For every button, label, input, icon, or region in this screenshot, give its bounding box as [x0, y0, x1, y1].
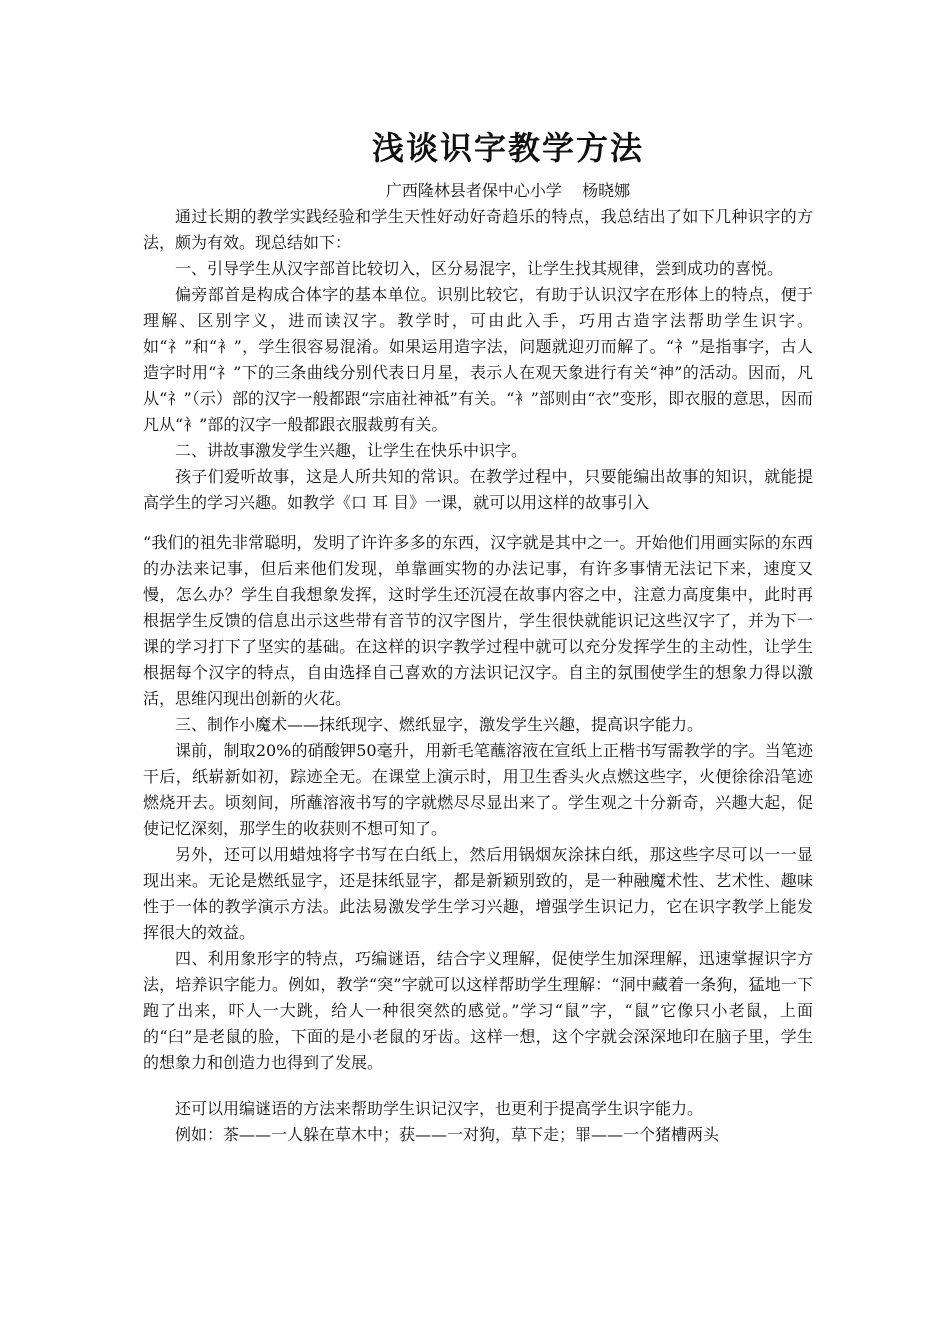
section-2-body-b: “我们的祖先非常聪明，发明了许许多多的东西，汉字就是其中之一。开始他们用画实际的东西的办法来记事，但后来他们发现，单靠画实物的办法记事，有许多事情无法记下来，速度又慢，怎么办？学生自我想象发挥，这时学生还沉浸在故事内容之中，注意力高度集中，此时再根据学生反馈的信息出示这些带有音节的汉字图片，学生很快就能识记这些汉字了，并为下一课的学习打下了坚实的基础。在这样的识字教学过程中就可以充分发挥学生的主动性，让学生根据每个汉字的特点，自由选择自己喜欢的方法识记汉字。自主的氛围使学生的想象力得以激活，思维闪现出创新的火花。: [143, 533, 813, 708]
author-line: 广西隆林县者保中心小学 杨晓娜: [385, 181, 631, 200]
document-page: [143, 120, 813, 1148]
riddle-intro: 还可以用编谜语的方法来帮助学生识记汉字，也更利于提高学生识字能力。: [175, 1099, 704, 1118]
section-2-heading: 二、讲故事激发学生兴趣，让学生在快乐中识字。: [175, 441, 528, 460]
riddle-examples: 例如：茶——一人躲在草木中；获——一对狗，草下走；罪——一个猪槽两头: [175, 1125, 720, 1144]
section-1-body: 偏旁部首是构成合体字的基本单位。识别比较它，有助于认识汉字在形体上的特点，便于理解、区别字义，进而读汉字。教学时，可由此入手，巧用古造字法帮助学生识字。如“礻”和“衤”，学生很容易混淆。如果运用造字法，问题就迎刃而解了。“礻”是指事字，古人造字时用“礻”下的三条曲线分别代表日月星，表示人在观天象进行有关“神”的活动。因而，凡从“礻”（示）部的汉字一般都跟“宗庙社神祗”有关。“衤”部则由“衣”变形，即衣服的意思，因而凡从“衤”部的汉字一般都跟衣服裁剪有关。: [143, 285, 813, 434]
section-3-body-a: 课前，制取20%的硝酸钾50毫升，用新毛笔蘸溶液在宣纸上正楷书写需教学的字。当笔迹干后，纸崭新如初，踪迹全无。在课堂上演示时，用卫生香头火点燃这些字，火便徐徐沿笔迹燃烧开去。顷刻间，所蘸溶液书写的字就燃尽尽显出来了。学生观之十分新奇，兴趣大起，促使记忆深刻，那学生的收获则不想可知了。: [143, 741, 813, 838]
intro-paragraph: 通过长期的教学实践经验和学生天性好动好奇趋乐的特点，我总结出了如下几种识字的方法，颇为有效。现总结如下：: [143, 207, 813, 252]
section-3-body-b: 另外，还可以用蜡烛将字书写在白纸上，然后用锅烟灰涂抹白纸，那这些字尽可以一一显现出来。无论是燃纸显字，还是抹纸显字，都是新颖别致的，是一种融魔术性、艺术性、趣味性于一体的教学演示方法。此法易激发学生学习兴趣，增强学生识记力，它在识字教学上能发挥很大的效益。: [143, 845, 813, 942]
section-4-body: 四、利用象形字的特点，巧编谜语，结合字义理解，促使学生加深理解，迅速掌握识字方法，培养识字能力。例如，教学“突”字就可以这样帮助学生理解：“洞中藏着一条狗，猛地一下跑了出来，吓人一大跳，给人一种很突然的感觉。”学习“鼠”字，“鼠”它像只小老鼠，上面的“臼”是老鼠的脸，下面的是小老鼠的牙齿。这样一想，这个字就会深深地印在脑子里，学生的想象力和创造力也得到了发展。: [143, 949, 813, 1072]
section-2-body-a: 孩子们爱听故事，这是人所共知的常识。在教学过程中，只要能编出故事的知识，就能提高学生的学习兴趣。如教学《口 耳 目》一课，就可以用这样的故事引入: [143, 467, 813, 512]
section-1-heading: 一、引导学生从汉字部首比较切入，区分易混字，让学生找其规律，尝到成功的喜悦。: [175, 259, 784, 278]
section-3-heading: 三、制作小魔术——抹纸现字、燃纸显字，激发学生兴趣，提高识字能力。: [175, 715, 704, 734]
document-title: 浅谈识字教学方法: [371, 129, 644, 167]
